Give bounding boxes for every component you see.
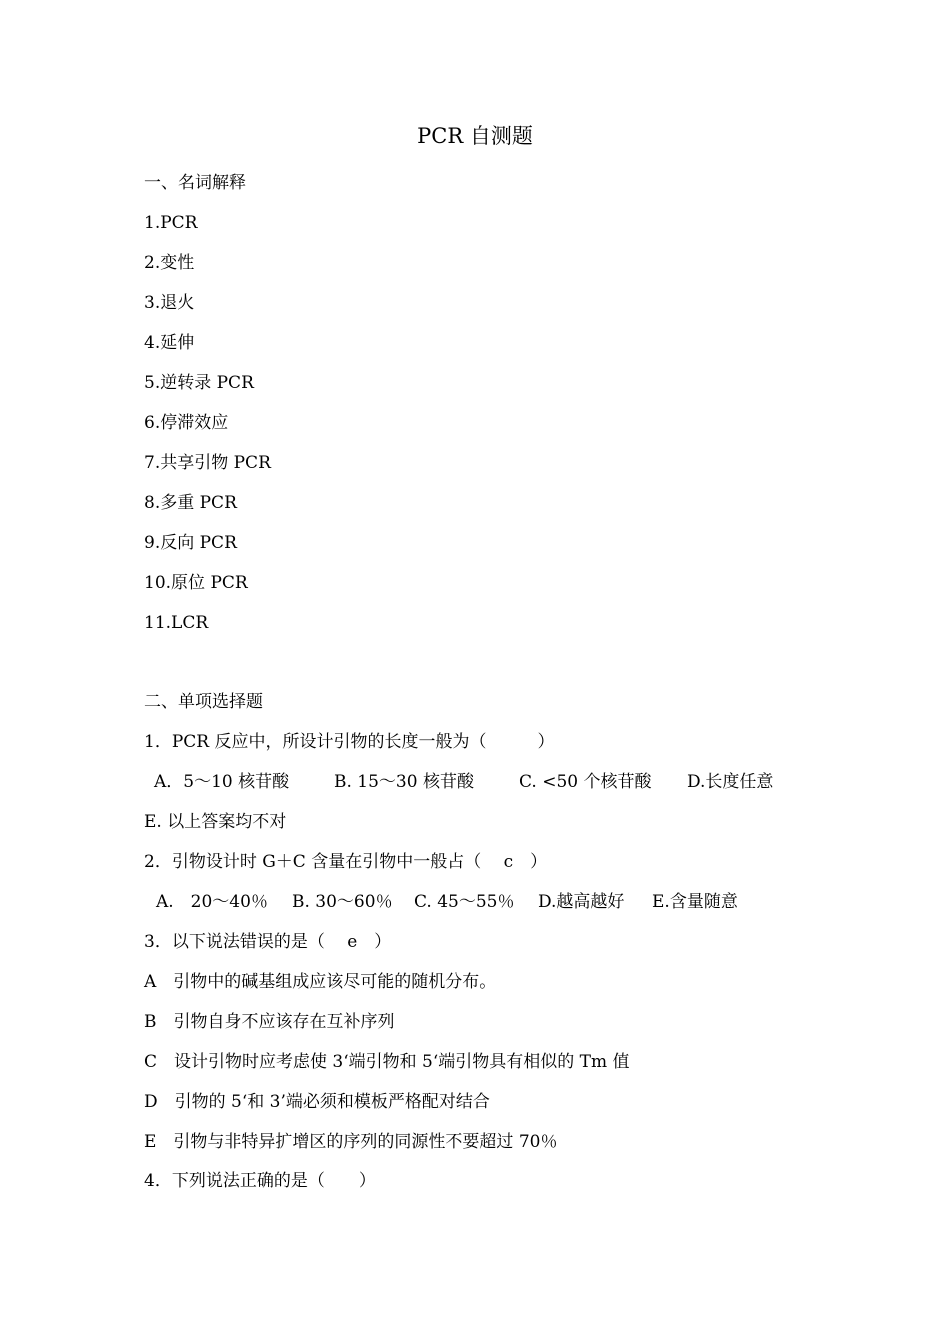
question-3-option: C 设计引物时应考虑使 3‘端引物和 5‘端引物具有相似的 Tm 值 <box>144 1052 630 1072</box>
term-item: 1.PCR <box>144 213 198 233</box>
term-item: 4.延伸 <box>144 333 195 353</box>
term-item: 6.停滞效应 <box>144 413 229 433</box>
term-item: 8.多重 PCR <box>144 493 237 513</box>
option: E.含量随意 <box>652 892 738 912</box>
option: A. 20～40％ <box>156 892 268 912</box>
question-3-option: B 引物自身不应该存在互补序列 <box>144 1012 395 1032</box>
option: B. 15～30 核苷酸 <box>334 772 474 792</box>
option: C. <50 个核苷酸 <box>519 772 652 792</box>
question-1-options <box>154 770 773 794</box>
question-4: 4．下列说法正确的是（ ） <box>144 1171 376 1191</box>
term-item: 2.变性 <box>144 253 195 273</box>
term-item: 10.原位 PCR <box>144 573 248 593</box>
question-2-options <box>156 890 738 914</box>
option: D.长度任意 <box>687 772 774 792</box>
question-1-option-e: E. 以上答案均不对 <box>144 812 287 832</box>
term-item: 11.LCR <box>144 613 209 633</box>
question-3: 3．以下说法错误的是（ e ） <box>144 932 392 952</box>
option: A．5～10 核苷酸 <box>154 772 290 792</box>
question-1: 1．PCR 反应中，所设计引物的长度一般为（ ） <box>144 732 555 752</box>
question-2: 2．引物设计时 G＋C 含量在引物中一般占（ c ） <box>144 852 548 872</box>
section-heading-terms: 一、名词解释 <box>144 173 246 193</box>
document-title: PCR 自测题 <box>417 124 533 148</box>
term-item: 5.逆转录 PCR <box>144 373 254 393</box>
term-item: 7.共享引物 PCR <box>144 453 271 473</box>
question-3-option: D 引物的 5‘和 3’端必须和模板严格配对结合 <box>144 1092 490 1112</box>
option: B. 30～60％ <box>292 892 393 912</box>
term-item: 9.反向 PCR <box>144 533 237 553</box>
question-3-option: E 引物与非特异扩增区的序列的同源性不要超过 70％ <box>144 1132 558 1152</box>
section-heading-choice: 二、单项选择题 <box>144 692 263 712</box>
option: C. 45～55％ <box>414 892 515 912</box>
question-3-option: A 引物中的碱基组成应该尽可能的随机分布。 <box>144 972 497 992</box>
term-item: 3.退火 <box>144 293 195 313</box>
option: D.越高越好 <box>538 892 625 912</box>
